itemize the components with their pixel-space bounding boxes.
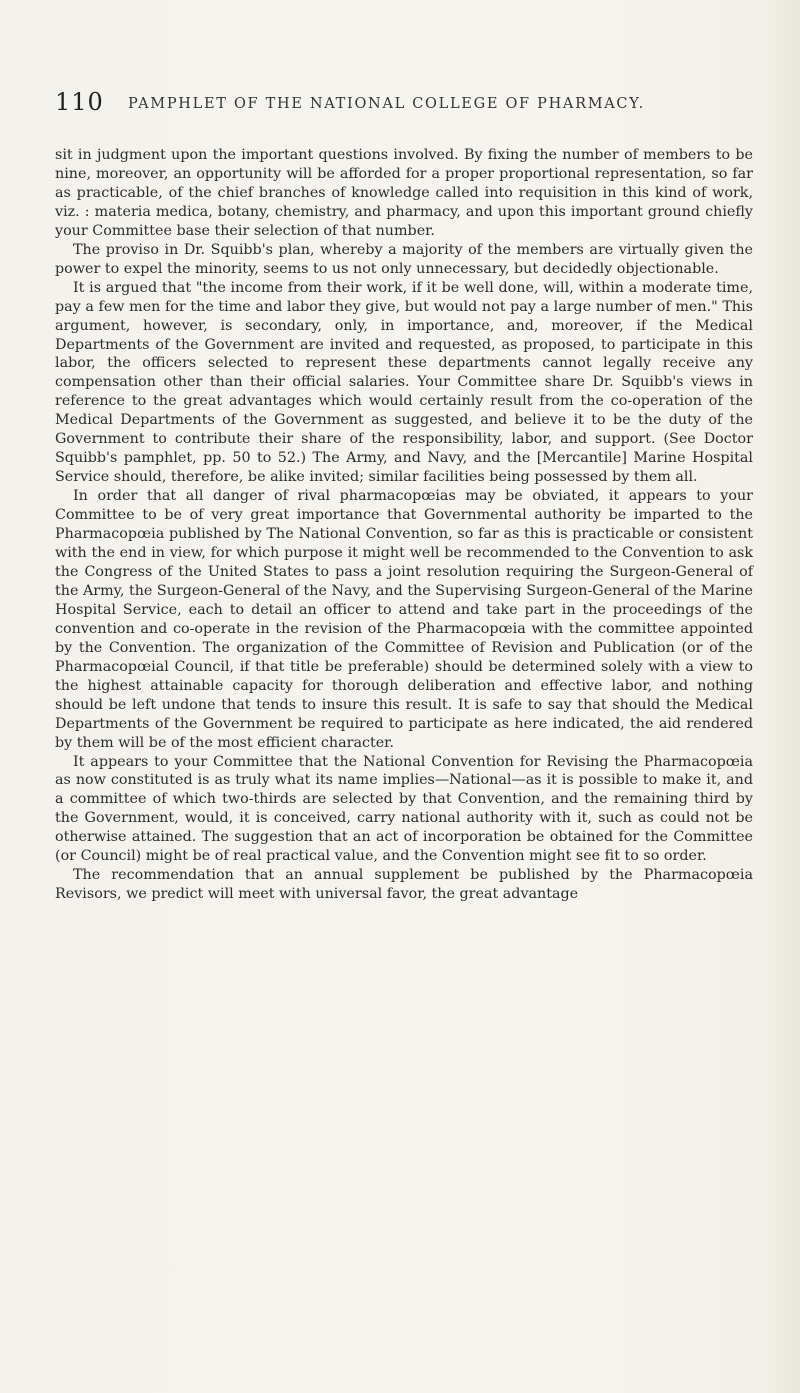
paragraph: In order that all danger of rival pharmacopœias may be obviated, it appears to your Committee to be of very great importance that Governmental authority be imparted to the Pharmacopœia published by The National Convention, so far as this is practicable or consistent with the end in view, for which purpose it might well be recommended to the Convention to ask the Congress of the United States to pass a joint resolution requiring the Surgeon-General of the Army, the Surgeon-General of the Navy, and the Supervising Surgeon-General of the Marine Hospital Service, each to detail an officer to attend and take part in the proceedings of the convention and co-operate in the revision of the Pharmacopœia with the committee appointed by the Convention. The organization of the Committee of Revision and Publication (or of the Pharmacopœial Council, if that title be preferable) should be determined solely with a view to the highest attainable capacity for thorough deliberation and effective labor, and nothing should be left undone that tends to insure this result. It is safe to say that should the Medical Departments of the Government be required to participate as here indicated, the aid rendered by them will be of the most efficient character. (55, 488, 753, 751)
page-edge-shading (762, 0, 800, 1393)
page-header (55, 88, 775, 128)
paragraph-continuation: sit in judgment upon the important questions involved. By fixing the number of members to be nine, moreover, an opportunity will be afforded for a proper proportional representation, so far as practicable, of the chief branches of knowledge called into requisition in this kind of work, viz. : materia medica, botany, chemistry, and pharmacy, and upon this important ground chiefly your Committee base their selection of that number. (55, 147, 753, 239)
page-number: 110 (55, 88, 104, 116)
paragraph: It appears to your Committee that the National Convention for Revising the Pharmacopœia as now constituted is as truly what its name implies—National—as it is possible to make it, and a committee of which two-thirds are selected by that Convention, and the remaining third by the Government, would, it is conceived, carry national authority with it, such as could not be otherwise attained. The suggestion that an act of incorporation be obtained for the Committee (or Council) might be of real practical value, and the Convention might see fit to so order. (55, 753, 753, 865)
paragraph: It is argued that "the income from their work, if it be well done, will, within a moderate time, pay a few men for the time and labor they give, but would not pay a large number of men." This argument, however, is secondary, only, in importance, and, moreover, if the Medical Departments of the Government are invited and requested, as proposed, to participate in this labor, the officers selected to represent these departments cannot legally receive any compensation other than their official salaries. Your Committee share Dr. Squibb's views in reference to the great advantages which would certainly result from the co-operation of the Medical Departments of the Government as suggested, and believe it to be the duty of the Government to contribute their share of the responsibility, labor, and support. (See Doctor Squibb's pamphlet, pp. 50 to 52.) The Army, and Navy, and the [Mercantile] Marine Hospital Service should, therefore, be alike invited; similar facilities being possessed by them all. (55, 279, 753, 486)
paragraph: The proviso in Dr. Squibb's plan, whereby a majority of the members are virtually given the power to expel the minority, seems to us not only unnecessary, but decidedly objectionable. (55, 241, 753, 277)
body-text (55, 146, 753, 904)
running-head: PAMPHLET OF THE NATIONAL COLLEGE OF PHARMACY. (128, 96, 645, 112)
paragraph: The recommendation that an annual supplement be published by the Pharmacopœia Revisors, we predict will meet with universal favor, the great advantage (55, 867, 753, 903)
